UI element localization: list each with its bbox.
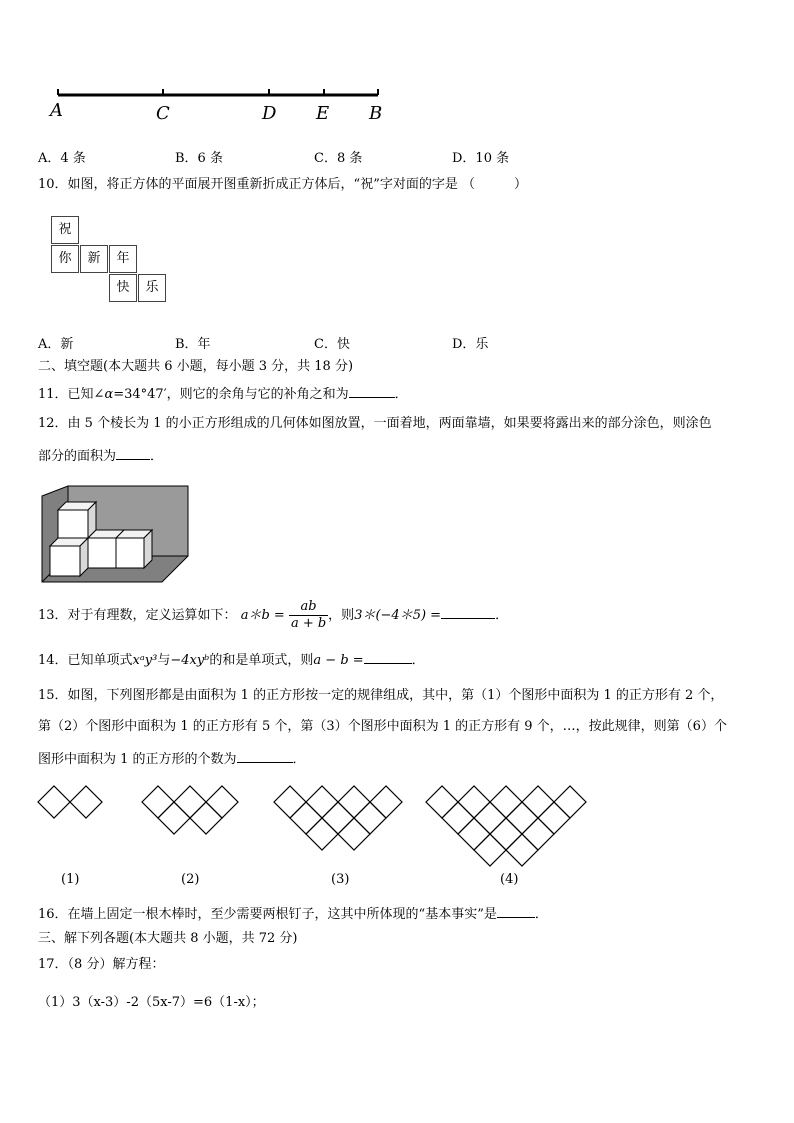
point-a-label: A [50, 100, 63, 121]
q15-answer-blank[interactable] [237, 750, 293, 763]
point-c-label: C [156, 103, 170, 124]
point-b-label: B [369, 103, 383, 124]
q13-text [38, 596, 508, 636]
cubes-corner-figure [40, 484, 192, 584]
q10-option-a[interactable]: A．新 [38, 337, 74, 352]
q17-title: 17．（8 分）解方程： [38, 957, 165, 972]
section-3-heading: 三、解下列各题(本大题共 8 小题，共 72 分) [38, 931, 298, 946]
q12-line1: 12．由 5 个棱长为 1 的小正方形组成的几何体如图放置，一面着地，两面靠墙，如果要将露出来的部分涂色，则涂色 [38, 416, 712, 431]
pattern-figure-2 [142, 786, 238, 834]
q10-text: 10．如图，将正方体的平面展开图重新折成正方体后，“祝”字对面的字是 （ ） [38, 177, 527, 192]
q13-pre: 13．对于有理数，定义运算如下： [38, 608, 237, 623]
q13-answer-blank[interactable] [441, 606, 495, 619]
q14-answer-blank[interactable] [364, 651, 412, 664]
q12-line2-pre: 部分的面积为 [38, 449, 117, 464]
point-e-label: E [316, 103, 330, 124]
q13-fraction [289, 599, 328, 632]
q12-line2-end: ． [150, 449, 164, 464]
q15-line3-end: ． [292, 752, 306, 767]
q13-expression: 3＊(−4＊5) = [354, 608, 442, 623]
q15-pattern-figures [36, 784, 596, 870]
section-2-heading: 二、填空题(本大题共 6 小题，每小题 3 分，共 18 分) [38, 359, 354, 374]
net-cell-nian: 年 [109, 245, 137, 273]
net-cell-zhu: 祝 [51, 216, 79, 244]
q13-numerator: ab [289, 599, 328, 616]
q10-option-c[interactable]: C．快 [314, 337, 350, 352]
q14-text [38, 651, 425, 669]
net-cell-le: 乐 [138, 274, 166, 302]
net-cell-kuai: 快 [109, 274, 137, 302]
q16-text [38, 905, 548, 923]
q10-option-d[interactable]: D．乐 [452, 337, 489, 352]
q16-pre: 16．在墙上固定一根木棒时，至少需要两根钉子，这其中所体现的“基本事实”是 [38, 907, 497, 922]
q11-alpha: α [104, 387, 114, 402]
point-d-label: D [262, 103, 277, 124]
q15-line2: 第（2）个图形中面积为 1 的正方形有 5 个，第（3）个图形中面积为 1 的正方形有 9 个，…，按此规律，则第（6）个 [38, 719, 727, 734]
q12-line2 [38, 447, 163, 465]
q14-expression: a − b = [313, 653, 364, 668]
pattern-figure-4 [426, 786, 586, 866]
q14-end: ． [411, 653, 425, 668]
q12-answer-blank[interactable] [116, 447, 150, 460]
pattern-label-4: (4) [500, 872, 519, 887]
q16-answer-blank[interactable] [497, 905, 535, 918]
q9-option-c[interactable]: C．8 条 [314, 151, 363, 166]
q11-mid: =34°47′，则它的余角与它的补角之和为 [113, 387, 349, 402]
q13-mid: ，则 [328, 608, 355, 623]
q11-pre: 11．已知∠ [38, 387, 105, 402]
cube-net [51, 216, 171, 306]
q10-option-b[interactable]: B．年 [175, 337, 211, 352]
q13-lhs: a＊b = [240, 608, 285, 623]
pattern-figure-3 [274, 786, 402, 850]
q15-line3-pre: 图形中面积为 1 的正方形的个数为 [38, 752, 237, 767]
q15-line3 [38, 750, 306, 768]
q14-mid2: 的和是单项式，则 [209, 653, 314, 668]
q14-monomial-2: −4xyᵇ [170, 653, 210, 668]
q11-text [38, 385, 408, 403]
q17-part1: （1）3（x-3）-2（5x-7）=6（1-x）； [38, 995, 265, 1010]
q16-end: ． [534, 907, 548, 922]
pattern-label-2: (2) [181, 872, 200, 887]
net-cell-ni: 你 [51, 245, 79, 273]
q14-monomial-1: xᵃy³ [132, 653, 158, 668]
net-cell-xin: 新 [80, 245, 108, 273]
pattern-label-3: (3) [331, 872, 350, 887]
pattern-label-1: (1) [61, 872, 80, 887]
q13-denominator: a + b [290, 616, 327, 631]
segment-figure [50, 86, 390, 106]
q11-answer-blank[interactable] [349, 385, 395, 398]
q13-end: ． [495, 608, 509, 623]
q15-line1: 15．如图，下列图形都是由面积为 1 的正方形按一定的规律组成，其中，第（1）个图形中面积为 1 的正方形有 2 个， [38, 688, 724, 703]
q11-end: ． [394, 387, 408, 402]
q9-option-d[interactable]: D．10 条 [452, 151, 510, 166]
q14-mid: 与 [157, 653, 171, 668]
pattern-figure-1 [38, 786, 102, 818]
q9-option-b[interactable]: B．6 条 [175, 151, 223, 166]
q14-pre: 14．已知单项式 [38, 653, 133, 668]
q9-option-a[interactable]: A．4 条 [38, 151, 86, 166]
